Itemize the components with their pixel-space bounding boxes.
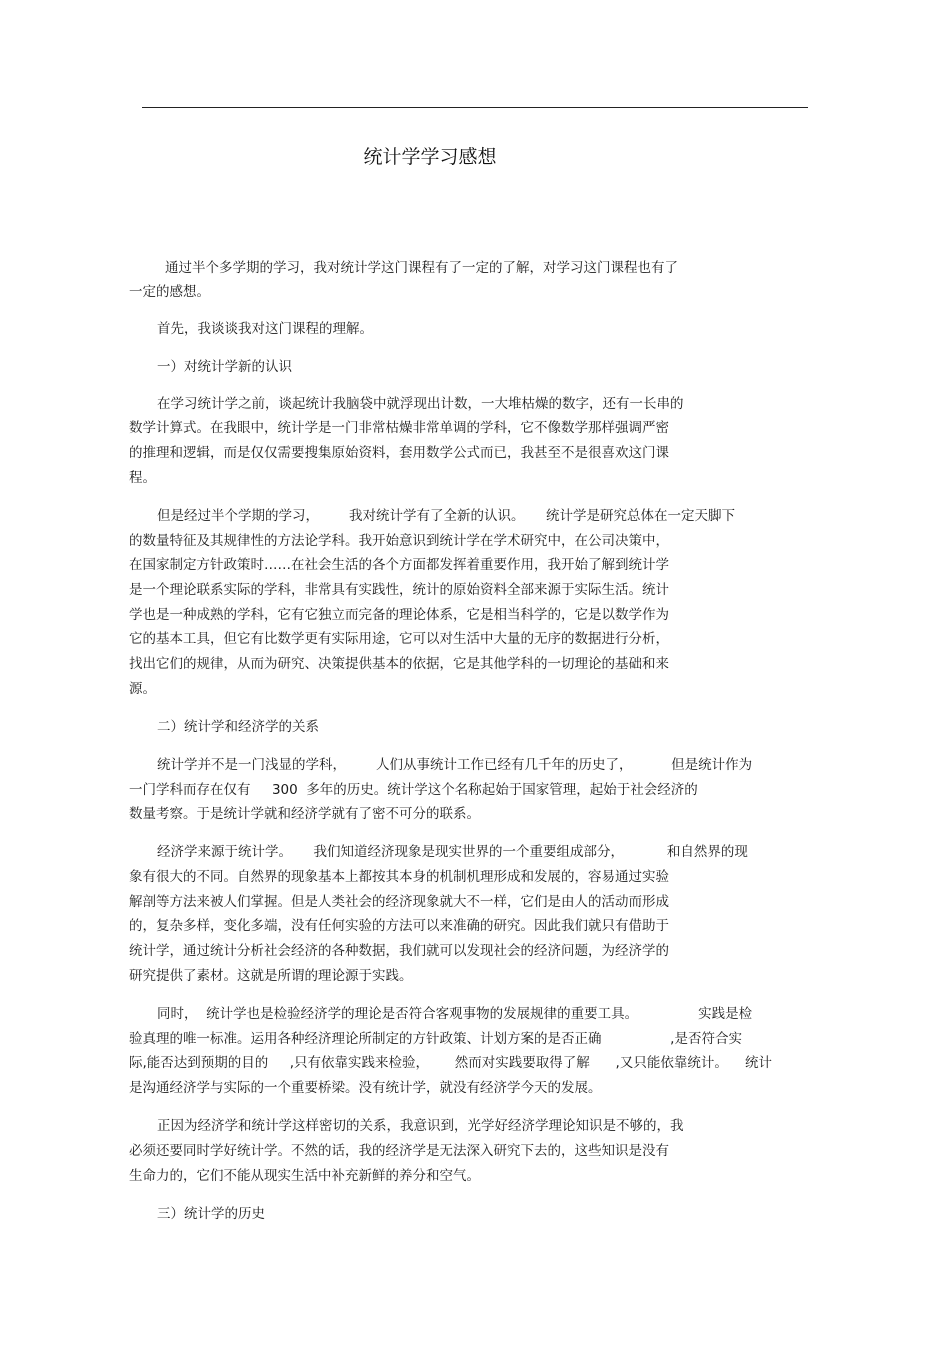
paragraph-line: 在学习统计学之前，谈起统计我脑袋中就浮现出计数，一大堆枯燥的数字，还有一长串的 xyxy=(157,396,684,412)
section-heading: 三）统计学的历史 xyxy=(157,1206,265,1222)
paragraph-line: 生命力的，它们不能从现实生活中补充新鲜的养分和空气。 xyxy=(129,1168,480,1184)
section-heading: 二）统计学和经济学的关系 xyxy=(157,719,319,735)
document-title: 统计学学习感想 xyxy=(363,146,497,168)
paragraph-line: 一门学科而存在仅有 300 多年的历史。统计学这个名称起始于国家管理，起始于社会经济的 xyxy=(129,782,698,798)
paragraph-line: 数学计算式。在我眼中，统计学是一门非常枯燥非常单调的学科，它不像数学那样强调严密 xyxy=(129,420,669,436)
paragraph-line: 解剖等方法来被人们掌握。但是人类社会的经济现象就大不一样，它们是由人的活动而形成 xyxy=(129,894,669,910)
paragraph-line: 际,能否达到预期的目的 ,只有依靠实践来检验， 然而对实践要取得了解 ,又只能依靠统计。 统计 xyxy=(129,1055,772,1071)
paragraph-line: 象有很大的不同。自然界的现象基本上都按其本身的机制机理形成和发展的，容易通过实验 xyxy=(129,869,669,885)
paragraph-line: 的，复杂多样，变化多端，没有任何实验的方法可以来准确的研究。因此我们就只有借助于 xyxy=(129,918,669,934)
paragraph-line: 同时， 统计学也是检验经济学的理论是否符合客观事物的发展规律的重要工具。 实践是检 xyxy=(157,1006,753,1022)
paragraph-line: 的推理和逻辑，而是仅仅需要搜集原始资料，套用数学公式而已，我甚至不是很喜欢这门课 xyxy=(129,445,669,461)
paragraph-line: 研究提供了素材。这就是所谓的理论源于实践。 xyxy=(129,968,413,984)
paragraph-line: 是沟通经济学与实际的一个重要桥梁。没有统计学，就没有经济学今天的发展。 xyxy=(129,1080,602,1096)
paragraph-line: 学也是一种成熟的学科，它有它独立而完备的理论体系，它是相当科学的，它是以数学作为 xyxy=(129,607,669,623)
paragraph-line: 但是经过半个学期的学习， 我对统计学有了全新的认识。 统计学是研究总体在一定天脚下 xyxy=(157,508,735,524)
paragraph-line: 通过半个多学期的学习，我对统计学这门课程有了一定的了解，对学习这门课程也有了 xyxy=(165,260,678,276)
paragraph-line: 正因为经济学和统计学这样密切的关系，我意识到，光学好经济学理论知识是不够的，我 xyxy=(157,1118,684,1134)
paragraph-line: 数量考察。于是统计学就和经济学就有了密不可分的联系。 xyxy=(129,806,480,822)
paragraph-line: 统计学并不是一门浅显的学科， 人们从事统计工作已经有几千年的历史了， 但是统计作为 xyxy=(157,757,753,773)
paragraph-line: 必须还要同时学好统计学。不然的话，我的经济学是无法深入研究下去的，这些知识是没有 xyxy=(129,1143,669,1159)
paragraph-line: 经济学来源于统计学。 我们知道经济现象是现实世界的一个重要组成部分， 和自然界的现 xyxy=(157,844,748,860)
paragraph-line: 的数量特征及其规律性的方法论学科。我开始意识到统计学在学术研究中，在公司决策中， xyxy=(129,533,669,549)
paragraph-line: 首先，我谈谈我对这门课程的理解。 xyxy=(157,321,373,337)
paragraph-line: 统计学，通过统计分析社会经济的各种数据，我们就可以发现社会的经济问题，为经济学的 xyxy=(129,943,669,959)
paragraph-line: 是一个理论联系实际的学科，非常具有实践性，统计的原始资料全部来源于实际生活。统计 xyxy=(129,582,669,598)
paragraph-line: 程。 xyxy=(129,470,156,486)
paragraph-line: 验真理的唯一标准。运用各种经济理论所制定的方针政策、计划方案的是否正确 ,是否符合实 xyxy=(129,1031,742,1047)
paragraph-line: 它的基本工具，但它有比数学更有实际用途，它可以对生活中大量的无序的数据进行分析， xyxy=(129,631,669,647)
paragraph-line: 在国家制定方针政策时……在社会生活的各个方面都发挥着重要作用，我开始了解到统计学 xyxy=(129,557,669,573)
header-rule xyxy=(142,107,808,108)
paragraph-line: 源。 xyxy=(129,681,156,697)
paragraph-line: 找出它们的规律，从而为研究、决策提供基本的依据，它是其他学科的一切理论的基础和来 xyxy=(129,656,669,672)
section-heading: 一）对统计学新的认识 xyxy=(157,359,292,375)
paragraph-line: 一定的感想。 xyxy=(129,284,210,300)
